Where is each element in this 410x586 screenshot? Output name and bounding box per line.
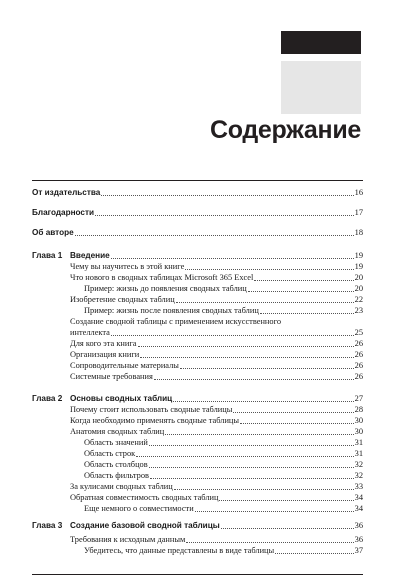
chapter-2-label: Глава 2 xyxy=(32,394,63,403)
dot-leader xyxy=(176,294,354,303)
dot-leader xyxy=(149,437,354,446)
toc-item-label: интеллекта xyxy=(70,328,110,337)
toc-item-page: 37 xyxy=(354,546,363,555)
toc-entry-label: От издательства xyxy=(32,188,101,197)
header-tab-dark xyxy=(281,31,361,54)
chapter-page: 19 xyxy=(354,251,363,260)
dot-leader xyxy=(221,520,354,529)
toc-item-label: Обратная совместимость сводных таблиц xyxy=(70,493,219,502)
toc-subitem[interactable] xyxy=(84,503,363,514)
toc-item-page: 20 xyxy=(354,273,363,282)
toc-item[interactable] xyxy=(70,415,363,426)
toc-item-label: Область значений xyxy=(84,438,148,447)
chapter-3-heading[interactable] xyxy=(70,520,363,531)
chapter-2-heading[interactable] xyxy=(70,393,363,404)
dot-leader xyxy=(275,545,353,554)
toc-subitem[interactable] xyxy=(84,545,363,556)
dot-leader xyxy=(140,349,353,358)
toc-item-page: 28 xyxy=(354,405,363,414)
toc-entry-page: 18 xyxy=(354,228,363,237)
toc-entry-about-author[interactable] xyxy=(32,227,363,238)
dot-leader xyxy=(254,272,353,281)
toc-item[interactable] xyxy=(70,534,363,545)
dot-leader xyxy=(248,283,354,292)
toc-item-label: Пример: жизнь до появления сводных таблиц xyxy=(84,284,247,293)
dot-leader xyxy=(174,481,354,490)
toc-item[interactable] xyxy=(70,294,363,305)
toc-item[interactable] xyxy=(70,349,363,360)
toc-item-label: Область столбцов xyxy=(84,460,148,469)
toc-subitem[interactable] xyxy=(84,470,363,481)
chapter-page: 36 xyxy=(354,521,363,530)
toc-item[interactable] xyxy=(70,492,363,503)
toc-item[interactable] xyxy=(70,338,363,349)
top-rule xyxy=(32,180,363,181)
toc-item-line2[interactable] xyxy=(70,327,363,338)
toc-item-page: 31 xyxy=(354,438,363,447)
header-tab-light xyxy=(281,61,361,114)
dot-leader xyxy=(150,470,354,479)
dot-leader xyxy=(173,393,353,402)
dot-leader xyxy=(165,426,353,435)
toc-item-page: 32 xyxy=(354,460,363,469)
toc-item[interactable] xyxy=(70,360,363,371)
toc-item[interactable] xyxy=(70,404,363,415)
toc-item-page: 26 xyxy=(354,350,363,359)
toc-entry-label: Благодарности xyxy=(32,208,95,217)
toc-item-page: 19 xyxy=(354,262,363,271)
toc-item-page: 34 xyxy=(354,493,363,502)
dot-leader xyxy=(101,187,353,196)
toc-subitem[interactable] xyxy=(84,305,363,316)
toc-item-label: Сопроводительные материалы xyxy=(70,361,179,370)
toc-item-page: 32 xyxy=(354,471,363,480)
bottom-rule xyxy=(32,574,363,575)
toc-item-label: Организация книги xyxy=(70,350,140,359)
toc-item-page: 22 xyxy=(354,295,363,304)
dot-leader xyxy=(111,327,354,336)
toc-item-label: Почему стоит использовать сводные таблицы xyxy=(70,405,233,414)
toc-entry-label: Об авторе xyxy=(32,228,74,237)
toc-item-page: 25 xyxy=(354,328,363,337)
toc-item-page: 30 xyxy=(354,427,363,436)
toc-item-label: Область фильтров xyxy=(84,471,149,480)
toc-item-label: Чему вы научитесь в этой книге xyxy=(70,262,185,271)
dot-leader xyxy=(233,404,353,413)
dot-leader xyxy=(95,207,354,216)
dot-leader xyxy=(260,305,354,314)
dot-leader xyxy=(111,250,354,259)
toc-subitem[interactable] xyxy=(84,459,363,470)
toc-item-label: Для кого эта книга xyxy=(70,339,137,348)
dot-leader xyxy=(195,503,354,512)
chapter-1-label: Глава 1 xyxy=(32,251,63,260)
toc-item-label: Создание сводной таблицы с применением искусственного xyxy=(70,317,282,326)
toc-item[interactable] xyxy=(70,481,363,492)
toc-item-label: Анатомия сводных таблиц xyxy=(70,427,165,436)
toc-item-page: 20 xyxy=(354,284,363,293)
toc-item-page: 31 xyxy=(354,449,363,458)
toc-item-page: 26 xyxy=(354,372,363,381)
dot-leader xyxy=(154,371,354,380)
toc-item[interactable] xyxy=(70,426,363,437)
toc-entry-page: 17 xyxy=(354,208,363,217)
page-title: Содержание xyxy=(209,116,361,144)
dot-leader xyxy=(138,338,354,347)
toc-item[interactable] xyxy=(70,272,363,283)
toc-item-page: 34 xyxy=(354,504,363,513)
toc-item-label: Еще немного о совместимости xyxy=(84,504,194,513)
chapter-1-heading[interactable] xyxy=(70,250,363,261)
dot-leader xyxy=(136,448,353,457)
toc-item-label: За кулисами сводных таблиц xyxy=(70,482,173,491)
dot-leader xyxy=(180,360,354,369)
toc-entry-acknowledgements[interactable] xyxy=(32,207,363,218)
toc-subitem[interactable] xyxy=(84,283,363,294)
toc-item-page: 26 xyxy=(354,361,363,370)
chapter-page: 27 xyxy=(354,394,363,403)
toc-item-page: 36 xyxy=(354,535,363,544)
toc-item-label: Область строк xyxy=(84,449,136,458)
chapter-3-label: Глава 3 xyxy=(32,521,63,530)
dot-leader xyxy=(75,227,354,236)
toc-item-page: 33 xyxy=(354,482,363,491)
toc-item-label: Когда необходимо применять сводные таблицы xyxy=(70,416,240,425)
dot-leader xyxy=(240,415,354,424)
dot-leader xyxy=(185,261,353,270)
toc-item-label: Изобретение сводных таблиц xyxy=(70,295,175,304)
toc-item-label: Пример: жизнь после появления сводных таблиц xyxy=(84,306,259,315)
chapter-title: Основы сводных таблиц xyxy=(70,394,173,403)
toc-entry-publisher[interactable] xyxy=(32,187,363,198)
toc-item[interactable] xyxy=(70,371,363,382)
dot-leader xyxy=(149,459,354,468)
toc-item-label: Системные требования xyxy=(70,372,153,381)
toc-subitem[interactable] xyxy=(84,437,363,448)
toc-item-label: Убедитесь, что данные представлены в виде таблицы xyxy=(84,546,275,555)
chapter-title: Создание базовой сводной таблицы xyxy=(70,521,220,530)
toc-item-page: 26 xyxy=(354,339,363,348)
toc-subitem[interactable] xyxy=(84,448,363,459)
toc-item-page: 23 xyxy=(354,306,363,315)
toc-item-label: Что нового в сводных таблицах Microsoft 365 Excel xyxy=(70,273,254,282)
toc-entry-page: 16 xyxy=(354,188,363,197)
toc-item-page: 30 xyxy=(354,416,363,425)
toc-item[interactable] xyxy=(70,261,363,272)
dot-leader xyxy=(186,534,353,543)
dot-leader xyxy=(219,492,353,501)
toc-item-label: Требования к исходным данным xyxy=(70,535,186,544)
toc-item-line1[interactable] xyxy=(70,316,363,327)
chapter-title: Введение xyxy=(70,251,110,260)
